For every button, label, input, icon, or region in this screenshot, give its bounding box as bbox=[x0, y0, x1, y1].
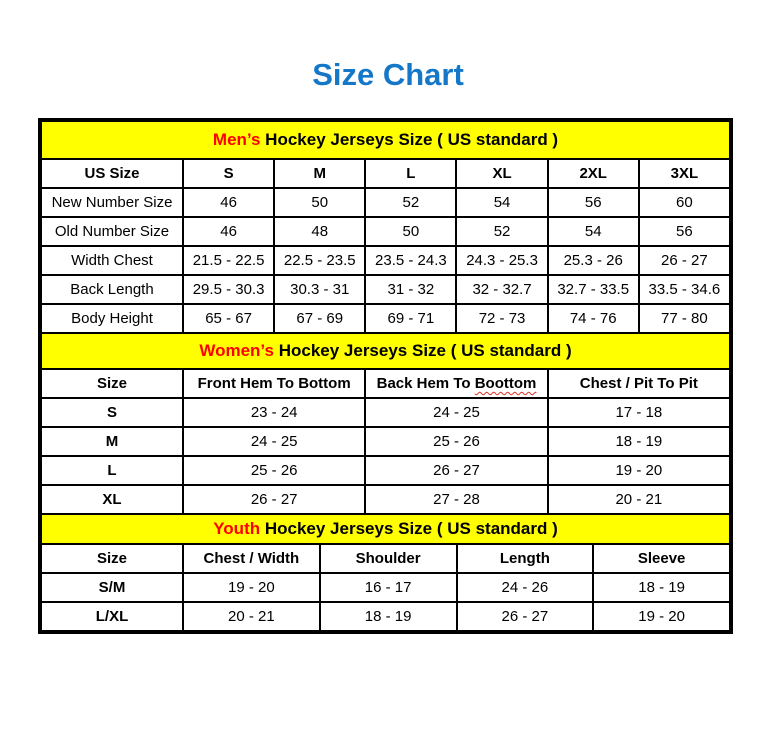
mens-column-header-s: S bbox=[183, 159, 274, 188]
womens-l-value-1: 26 - 27 bbox=[365, 456, 547, 485]
mens-back-length-value-3: 32 - 32.7 bbox=[456, 275, 547, 304]
mens-width-chest-value-4: 25.3 - 26 bbox=[548, 246, 639, 275]
mens-old-number-size-value-0: 46 bbox=[183, 217, 274, 246]
mens-old-number-size-value-4: 54 bbox=[548, 217, 639, 246]
womens-column-header-chest-pit-to-pit: Chest / Pit To Pit bbox=[548, 369, 730, 398]
youth-s-m-value-0: 19 - 20 bbox=[183, 573, 320, 602]
mens-row-old-number-size bbox=[41, 217, 730, 246]
womens-column-header-size: Size bbox=[41, 369, 183, 398]
youth-section-header-row bbox=[41, 514, 730, 544]
youth-s-m-value-1: 16 - 17 bbox=[320, 573, 457, 602]
womens-row-label-m: M bbox=[41, 427, 183, 456]
womens-row-label-l: L bbox=[41, 456, 183, 485]
mens-width-chest-value-1: 22.5 - 23.5 bbox=[274, 246, 365, 275]
womens-size-table bbox=[40, 332, 731, 515]
youth-l-xl-value-0: 20 - 21 bbox=[183, 602, 320, 631]
mens-column-header-3xl: 3XL bbox=[639, 159, 730, 188]
mens-new-number-size-value-4: 56 bbox=[548, 188, 639, 217]
womens-s-value-0: 23 - 24 bbox=[183, 398, 365, 427]
size-chart-table-group bbox=[38, 118, 733, 634]
womens-xl-value-2: 20 - 21 bbox=[548, 485, 730, 514]
mens-row-label-width-chest: Width Chest bbox=[41, 246, 183, 275]
mens-size-table bbox=[40, 120, 731, 334]
mens-row-label-new-number-size: New Number Size bbox=[41, 188, 183, 217]
youth-row-label-l-xl: L/XL bbox=[41, 602, 183, 631]
mens-column-header-xl: XL bbox=[456, 159, 547, 188]
womens-row-xl bbox=[41, 485, 730, 514]
mens-row-label-back-length: Back Length bbox=[41, 275, 183, 304]
mens-row-label-old-number-size: Old Number Size bbox=[41, 217, 183, 246]
mens-back-length-value-2: 31 - 32 bbox=[365, 275, 456, 304]
youth-l-xl-value-3: 19 - 20 bbox=[593, 602, 730, 631]
youth-column-header-sleeve: Sleeve bbox=[593, 544, 730, 573]
mens-back-length-value-4: 32.7 - 33.5 bbox=[548, 275, 639, 304]
mens-column-header-2xl: 2XL bbox=[548, 159, 639, 188]
mens-row-label-body-height: Body Height bbox=[41, 304, 183, 333]
youth-column-header-size: Size bbox=[41, 544, 183, 573]
womens-xl-value-1: 27 - 28 bbox=[365, 485, 547, 514]
mens-width-chest-value-0: 21.5 - 22.5 bbox=[183, 246, 274, 275]
youth-s-m-value-3: 18 - 19 bbox=[593, 573, 730, 602]
mens-old-number-size-value-5: 56 bbox=[639, 217, 730, 246]
mens-width-chest-value-3: 24.3 - 25.3 bbox=[456, 246, 547, 275]
youth-row-s-m bbox=[41, 573, 730, 602]
youth-section-title-highlight: Youth bbox=[213, 519, 261, 538]
mens-width-chest-value-5: 26 - 27 bbox=[639, 246, 730, 275]
mens-back-length-value-1: 30.3 - 31 bbox=[274, 275, 365, 304]
mens-body-height-value-1: 67 - 69 bbox=[274, 304, 365, 333]
womens-m-value-0: 24 - 25 bbox=[183, 427, 365, 456]
mens-row-new-number-size bbox=[41, 188, 730, 217]
mens-section-header-row bbox=[41, 121, 730, 159]
womens-xl-value-0: 26 - 27 bbox=[183, 485, 365, 514]
mens-width-chest-value-2: 23.5 - 24.3 bbox=[365, 246, 456, 275]
womens-s-value-1: 24 - 25 bbox=[365, 398, 547, 427]
mens-old-number-size-value-3: 52 bbox=[456, 217, 547, 246]
mens-body-height-value-0: 65 - 67 bbox=[183, 304, 274, 333]
womens-row-s bbox=[41, 398, 730, 427]
womens-row-l bbox=[41, 456, 730, 485]
youth-column-header-chest-width: Chest / Width bbox=[183, 544, 320, 573]
mens-old-number-size-value-1: 48 bbox=[274, 217, 365, 246]
page-title: Size Chart bbox=[312, 57, 464, 92]
mens-new-number-size-value-1: 50 bbox=[274, 188, 365, 217]
youth-column-header-length: Length bbox=[457, 544, 594, 573]
womens-section-title: Women’s Hockey Jerseys Size ( US standard ) bbox=[41, 333, 730, 369]
womens-row-m bbox=[41, 427, 730, 456]
womens-column-header-back-hem-to-boottom: Back Hem To Boottom bbox=[365, 369, 547, 398]
womens-s-value-2: 17 - 18 bbox=[548, 398, 730, 427]
youth-column-header-row bbox=[41, 544, 730, 573]
mens-back-length-value-0: 29.5 - 30.3 bbox=[183, 275, 274, 304]
youth-l-xl-value-2: 26 - 27 bbox=[457, 602, 594, 631]
womens-m-value-1: 25 - 26 bbox=[365, 427, 547, 456]
womens-section-header-row bbox=[41, 333, 730, 369]
mens-old-number-size-value-2: 50 bbox=[365, 217, 456, 246]
youth-row-label-s-m: S/M bbox=[41, 573, 183, 602]
mens-row-back-length bbox=[41, 275, 730, 304]
mens-row-body-height bbox=[41, 304, 730, 333]
womens-column-header-front-hem-to-bottom: Front Hem To Bottom bbox=[183, 369, 365, 398]
mens-body-height-value-3: 72 - 73 bbox=[456, 304, 547, 333]
mens-column-header-l: L bbox=[365, 159, 456, 188]
mens-new-number-size-value-0: 46 bbox=[183, 188, 274, 217]
mens-body-height-value-5: 77 - 80 bbox=[639, 304, 730, 333]
womens-section-title-highlight: Women’s bbox=[199, 341, 274, 360]
mens-section-title: Men’s Hockey Jerseys Size ( US standard ) bbox=[41, 121, 730, 159]
womens-row-label-s: S bbox=[41, 398, 183, 427]
youth-size-table bbox=[40, 513, 731, 632]
womens-l-value-2: 19 - 20 bbox=[548, 456, 730, 485]
misspelled-word-squiggle: Boottom bbox=[474, 375, 537, 392]
womens-l-value-0: 25 - 26 bbox=[183, 456, 365, 485]
size-chart-document bbox=[0, 56, 776, 634]
womens-column-header-row bbox=[41, 369, 730, 398]
youth-section-title: Youth Hockey Jerseys Size ( US standard ) bbox=[41, 514, 730, 544]
mens-new-number-size-value-3: 54 bbox=[456, 188, 547, 217]
youth-column-header-shoulder: Shoulder bbox=[320, 544, 457, 573]
mens-column-header-m: M bbox=[274, 159, 365, 188]
mens-section-title-highlight: Men’s bbox=[212, 130, 261, 149]
womens-row-label-xl: XL bbox=[41, 485, 183, 514]
womens-m-value-2: 18 - 19 bbox=[548, 427, 730, 456]
mens-back-length-value-5: 33.5 - 34.6 bbox=[639, 275, 730, 304]
mens-new-number-size-value-2: 52 bbox=[365, 188, 456, 217]
mens-body-height-value-2: 69 - 71 bbox=[365, 304, 456, 333]
mens-row-width-chest bbox=[41, 246, 730, 275]
youth-s-m-value-2: 24 - 26 bbox=[457, 573, 594, 602]
mens-body-height-value-4: 74 - 76 bbox=[548, 304, 639, 333]
mens-new-number-size-value-5: 60 bbox=[639, 188, 730, 217]
youth-l-xl-value-1: 18 - 19 bbox=[320, 602, 457, 631]
mens-column-header-row bbox=[41, 159, 730, 188]
mens-column-header-us-size: US Size bbox=[41, 159, 183, 188]
youth-row-l-xl bbox=[41, 602, 730, 631]
